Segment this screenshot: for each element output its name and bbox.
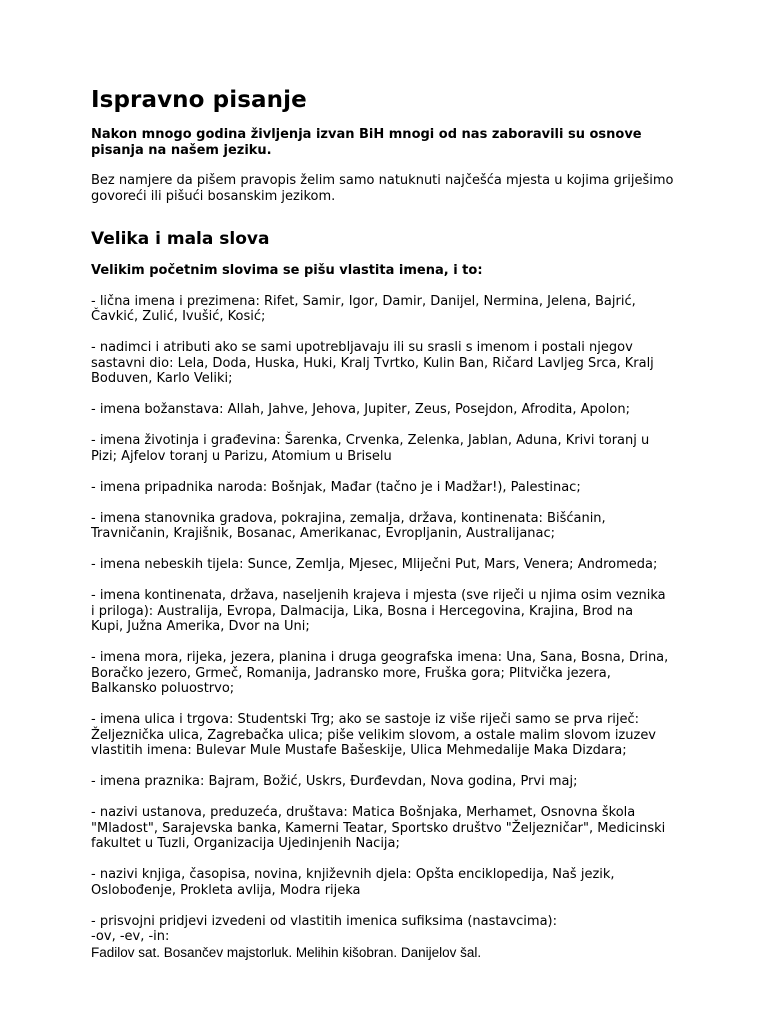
rule-item-line: - imena kontinenata, država, naseljenih krajeva i mjesta (sve riječi u njima osim veznika [91,588,666,603]
rule-item-line: i priloga): Australija, Evropa, Dalmacija, Lika, Bosna i Hercegovina, Krajina, Brod na [91,603,634,619]
rule-item [91,867,691,898]
rule-item [91,914,691,961]
rule-item-line: fakultet u Tuzli, Organizacija Ujedinjenih Nacija; [91,836,400,851]
rule-item-line: - imena praznika: Bajram, Božić, Uskrs, Đurđevdan, Nova godina, Prvi maj; [91,774,578,789]
rule-item-line: - imena mora, rijeka, jezera, planina i druga geografska imena: Una, Sana, Bosna, Drina, [91,650,669,665]
rule-item [91,650,691,697]
rule-item [91,774,691,790]
rule-item-line: Travničanin, Krajišnik, Bosanac, Amerikanac, Evropljanin, Australijanac; [91,526,556,541]
lead-paragraph: Velikim početnim slovima se pišu vlastita imena, i to: [91,263,483,278]
rule-item-line: - imena pripadnika naroda: Bošnjak, Mađar (tačno je i Madžar!), Palestinac; [91,479,581,495]
rule-item-line: - imena stanovnika gradova, pokrajina, zemalja, država, kontinenata: Bišćanin, [91,510,606,526]
rule-item [91,805,691,852]
intro-bold-line-2: pisanja na našem jeziku. [91,142,272,158]
rule-item-line: Boračko jezero, Grmeč, Romanija, Jadransko more, Fruška gora; Plitvička jezera, [91,665,611,681]
intro-paragraph [91,173,691,204]
rule-item-line: Željeznička ulica, Zagrebačka ulica; piše velikim slovom, a ostale malim slovom izuzev [91,727,657,743]
rule-item [91,340,691,387]
rule-item-line: Boduven, Karlo Veliki; [91,371,233,386]
rule-item-line: - imena ulica i trgova: Studentski Trg; ako se sastoje iz više riječi samo se prva riječ: [91,712,640,727]
rule-item-line: - imena nebeskih tijela: Sunce, Zemlja, Mjesec, Mliječni Put, Mars, Venera; Andromeda; [91,557,658,572]
rule-item-line: - nazivi ustanova, preduzeća, društava: Matica Bošnjaka, Merhamet, Osnovna škola [91,805,636,820]
intro-line-2: govoreći ili pišući bosanskim jezikom. [91,188,336,204]
rule-item-line: Čavkić, Zulić, Ivušić, Kosić; [91,309,266,324]
document-title: Ispravno pisanje [91,87,307,113]
rule-item [91,402,691,418]
rule-item [91,294,691,325]
rule-item-line: - imena životinja i građevina: Šarenka, Crvenka, Zelenka, Jablan, Aduna, Krivi toranj u [91,433,650,448]
rule-item-line: Kupi, Južna Amerika, Dvor na Uni; [91,619,310,634]
rule-item [91,433,691,464]
rule-item-line: - prisvojni pridjevi izvedeni od vlastitih imenica sufiksima (nastavcima): [91,913,557,929]
rule-item-line: vlastitih imena: Bulevar Mule Mustafe Bašeskije, Ulica Mehmedalije Maka Dizdara; [91,743,627,758]
rule-item [91,712,691,759]
rule-item-line: Fadilov sat. Bosančev majstorluk. Melihin kišobran. Danijelov šal. [91,944,482,960]
rule-item-line: Oslobođenje, Prokleta avlija, Modra rijeka [91,882,361,898]
rule-item-line: Balkansko poluostrvo; [91,681,235,696]
rule-item-line: - imena božanstava: Allah, Jahve, Jehova, Jupiter, Zeus, Posejdon, Afrodita, Apolon; [91,402,630,417]
intro-line-1: Bez namjere da pišem pravopis želim samo natuknuti najčešća mjesta u kojima griješimo [91,173,674,188]
rule-item [91,588,691,635]
rule-list [91,294,691,961]
section-title: Velika i mala slova [91,229,270,249]
rule-item-line: "Mladost", Sarajevska banka, Kamerni Teatar, Sportsko društvo "Željezničar", Medicinski [91,820,666,836]
intro-bold-paragraph [91,127,691,158]
rule-item-line: -ov, -ev, -in: [91,929,170,944]
rule-item [91,511,691,542]
intro-bold-line-1: Nakon mnogo godina življenja izvan BiH mnogi od nas zaboravili su osnove [91,127,642,142]
rule-item [91,557,691,573]
rule-item-line: sastavni dio: Lela, Doda, Huska, Huki, Kralj Tvrtko, Kulin Ban, Ričard Lavljeg Srca, Kralj [91,355,654,371]
rule-item-line: - lična imena i prezimena: Rifet, Samir, Igor, Damir, Danijel, Nermina, Jelena, Bajrić, [91,293,636,309]
document-page [91,86,691,960]
rule-item [91,480,691,496]
rule-item-line: - nadimci i atributi ako se sami upotrebljavaju ili su srasli s imenom i postali njegov [91,340,633,355]
rule-item-line: - nazivi knjiga, časopisa, novina, književnih djela: Opšta enciklopedija, Naš jezik, [91,867,615,882]
rule-item-line: Pizi; Ajfelov toranj u Parizu, Atomium u Briselu [91,448,392,464]
